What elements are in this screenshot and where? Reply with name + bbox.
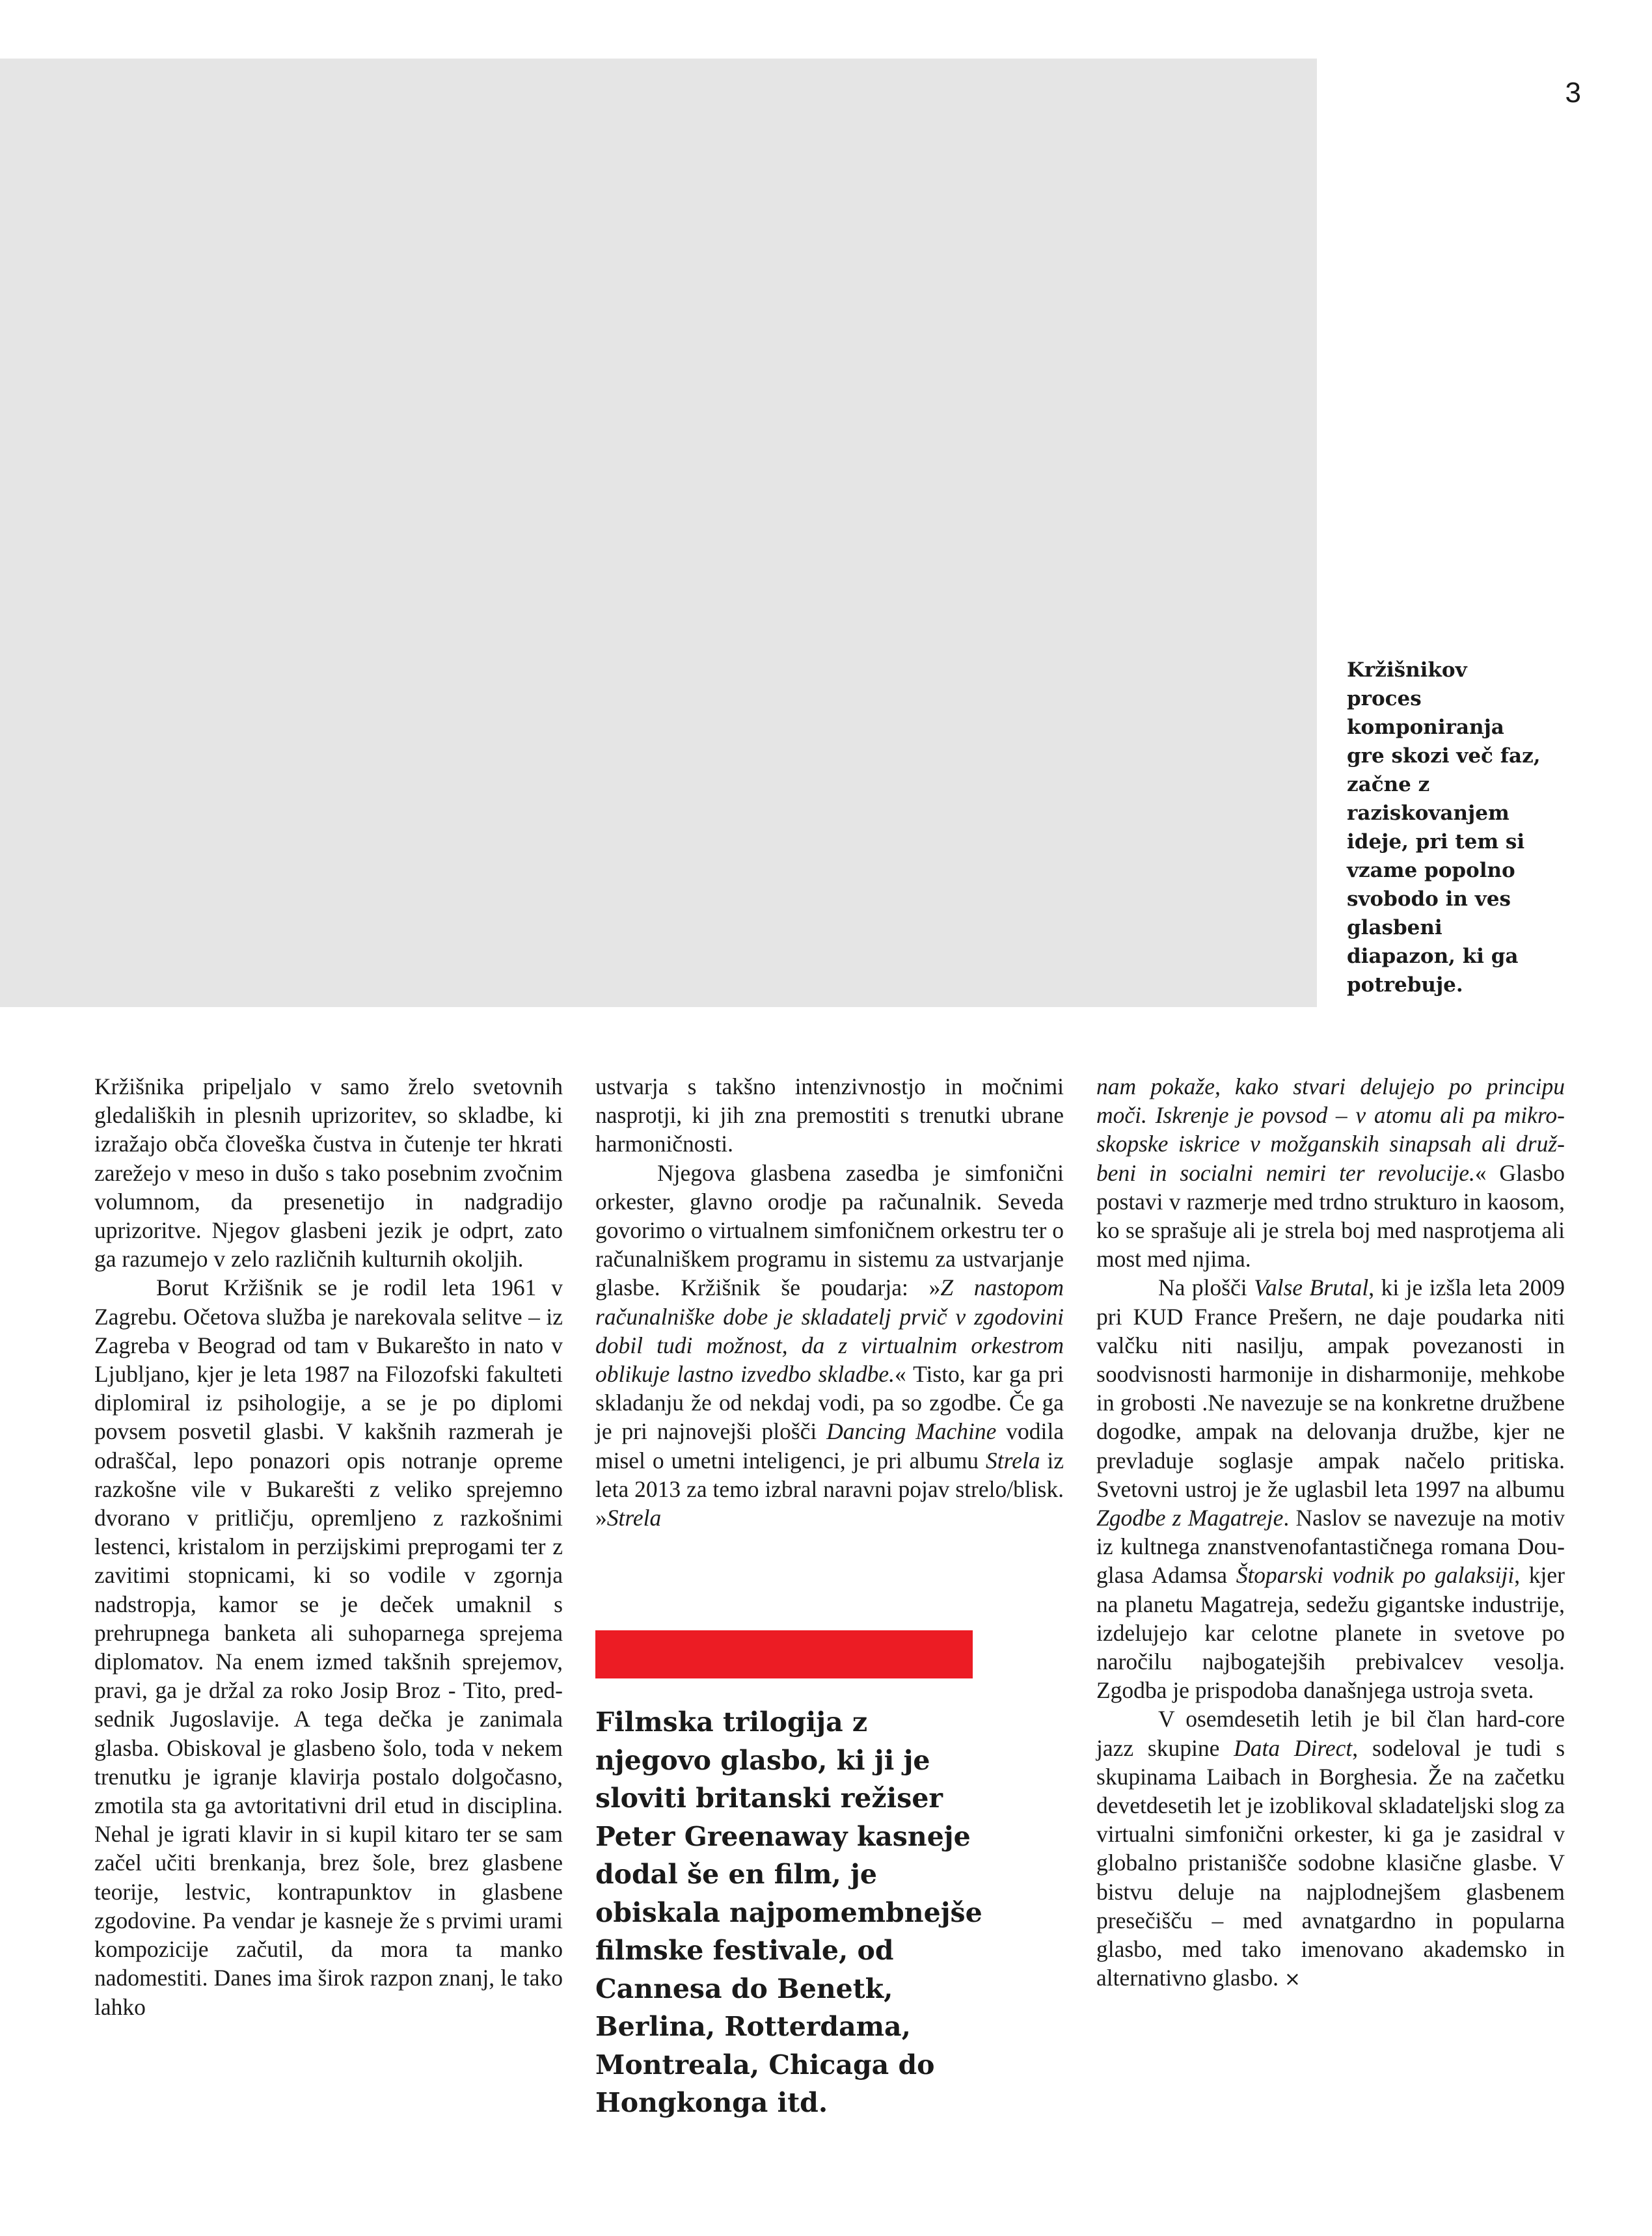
- text-run: . Naslov se navezuje na motiv iz kultnega znanstvenofantastičnega romana Douglasa Adamsa: [1096, 1505, 1565, 1589]
- paragraph: ustvarja s takšno intenzivnostjo in močnimi nasprotji, ki jih zna premostiti s trenutki ubrane harmoničnosti.: [595, 1073, 1064, 1157]
- article-photo-placeholder: [0, 59, 1317, 1007]
- text-run: iz leta 2013 za temo izbral naravni pojav strelo/blisk. »: [595, 1447, 1064, 1531]
- album-title: Zgodbe z Magatreje: [1096, 1505, 1284, 1531]
- text-run: vodila misel o umetni inteligenci, je pri albumu: [595, 1418, 1064, 1474]
- paragraph: [1096, 1704, 1565, 1994]
- album-title: Strela: [985, 1447, 1040, 1474]
- band-name: Data Direct: [1234, 1734, 1353, 1761]
- text-run: « Tisto, kar ga pri skladanju že od nekdaj vodi, pa so zgodbe. Če ga je pri najnovejši plošči: [595, 1361, 1064, 1445]
- photo-caption: Kržišnikov proces komponiranja gre skozi več faz, začne z raziskovanjem ideje, pri tem si vzame popolno svobodo in ves glasbeni diapazon, ki ga potrebuje.: [1347, 658, 1541, 997]
- quote-italic: Strela: [606, 1505, 662, 1531]
- end-of-article-icon: ×: [1284, 1968, 1301, 1991]
- album-title: Dancing Machine: [826, 1418, 997, 1445]
- book-title: Štoparski vodnik po galaksiji: [1236, 1562, 1515, 1589]
- quote-italic: nam pokaže, kako stvari delujejo po principu moči. Iskrenje je povsod – v atomu ali pa mikroskopske iskrice v možganskih sinapsah ali družbeni in socialni nemiri ter revolucije.: [1096, 1073, 1565, 1186]
- text-column-3: [1096, 1072, 1565, 1995]
- text-run: Na plošči: [1158, 1274, 1254, 1301]
- text-run: , ki je izšla leta 2009 pri KUD France Prešern, ne daje poudarka niti valčku niti nasilju, ampak povezanosti in soodvisnosti harmonije in disharmonije, mehkobe in grobosti .Ne navezuje se na konkretne družbene dogodke, ampak na delovanja družbe, kjer ne prevladuje soglasje ampak načelo pritiska. Svetovni ustroj je že uglasbil leta 1997 na albumu: [1096, 1274, 1565, 1502]
- quote-italic: Z nastopom računalniške dobe je skladatelj prvič v zgodovini dobil tudi možnost, da z virtualnim orkestrom oblikuje lastno izvedbo skladbe.: [595, 1274, 1064, 1388]
- paragraph: [595, 1159, 1064, 1533]
- paragraph: Kržišnika pripeljalo v samo žrelo svetovnih gledaliških in plesnih uprizoritev, so skladbe, ki izražajo obča človeška čustva in čutenje ter hkrati zarežejo v meso in dušo s tako posebnim zvočnim volumnom, da presenetijo in nadgradijo uprizoritve. Njegov glasbeni jezik je odprt, zato ga razumejo v zelo različnih kulturnih okoljih.: [94, 1073, 563, 1273]
- text-run: Njegova glasbena zasedba je simfonični orkester, glavno orodje pa računalnik. Seveda govorimo o virtualnem simfoničnem orkestru ter o računalniškem programu in sistemu za ustvarjanje glasbe. Kržišnik še poudarja: »: [595, 1159, 1064, 1301]
- pull-quote: Filmska trilogija z njegovo glasbo, ki ji je sloviti britanski režiser Peter Greenaway kasneje dodal še en film, je obiskala najpomembnejše filmske festivale, od Cannesa do Benetk, Berlina, Rotterdama, Montreala, Chicaga do Hongkonga itd.: [595, 1706, 982, 2118]
- text-column-2: [595, 1072, 1064, 1532]
- paragraph: Borut Kržišnik se je rodil leta 1961 v Zagrebu. Očetova služba je narekovala selitve – iz Zagreba v Beograd od tam v Bukarešto in nato v Ljubljano, kjer je leta 1987 na Filozofski fakulteti diplomiral iz psihologije, a se je po diplomi povsem posvetil glasbi. V kakšnih razmerah je odraščal, lepo ponazori opis notranje opreme razkošne vile v Bukarešti z veliko sprejemno dvorano v pritličju, opremljeno z razkošnimi lestenci, kristalom in perzijskimi preprogami ter z zavitimi stopnicami, ki so vodile v zgornja nadstropja, kamor se je deček umaknil s prehrupnega banketa ali suhoparnega sprejema diplomatov. Na enem izmed takšnih sprejemov, pravi, ga je držal za roko Josip Broz - Tito, predsednik Jugoslavije. A tega dečka je zanimala glasba. Obiskoval je glasbeno šolo, toda v nekem trenutku je igranje klavirja postalo dolgočasno, zmotila sta ga avtoritativni dril etud in disciplina. Nehal je igrati klavir in si kupil kitaro ter se sam začel učiti brenkanja, brez šole, brez glasbene teorije, lestvic, kontrapunktov in glasbene zgodovine. Pa vendar je kasneje že s prvimi urami kompozicije začutil, da mora ta manko nadomestiti. Danes ima širok razpon znanj, le tako lahko: [94, 1274, 563, 2020]
- album-title: Valse Brutal: [1254, 1274, 1369, 1301]
- text-run: « Glasbo postavi v razmerje med trdno strukturo in kaosom, ko se sprašuje ali je strela boj med nasprotjema ali most med njima.: [1096, 1159, 1565, 1273]
- page-number: 3: [1565, 77, 1581, 109]
- text-run: , kjer na planetu Magatreja, sedežu gigantske industrije, izdelujejo kar celotne planete in svetove po naročilu najbogatejših prebivalcev vesolja. Zgodba je prispodoba današnjega ustroja sveta.: [1096, 1562, 1565, 1704]
- text-column-1: [94, 1072, 563, 2021]
- paragraph: [1096, 1273, 1565, 1704]
- text-run: V osemdesetih letih je bil član hard-core jazz skupine: [1096, 1706, 1565, 1761]
- accent-bar: [595, 1630, 973, 1678]
- paragraph: [1096, 1072, 1565, 1273]
- text-run: , sodeloval je tudi s skupinama Laibach in Borghesia. Že na začetku devetdesetih let je izoblikoval skladateljski slog za virtualni simfonični orkester, ki ga je zasidral v globalno pristanišče sodobne klasične glasbe. V bistvu deluje na najplodnejšem glasbenem presečišču – med avnatgardno in popularna glasbo, med tako imenovano akademsko in alternativno glasbo.: [1096, 1734, 1565, 1991]
